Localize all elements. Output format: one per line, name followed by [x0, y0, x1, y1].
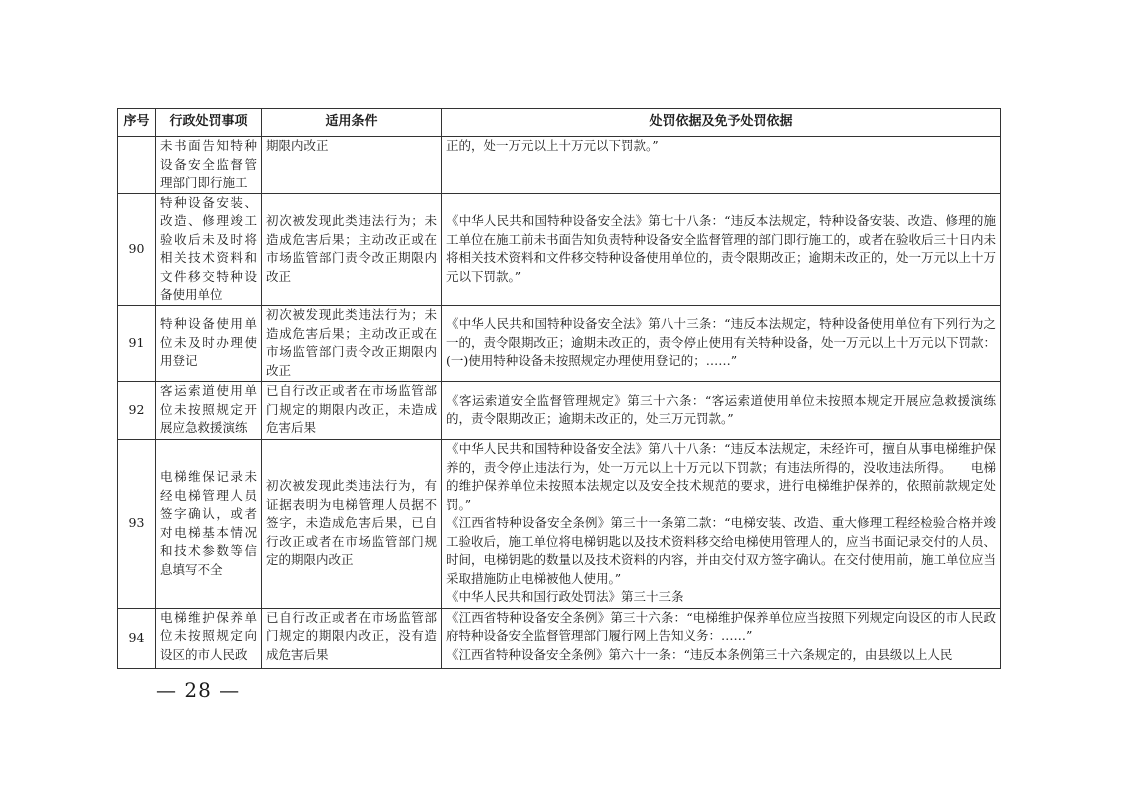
row-basis	[442, 439, 1001, 608]
row-basis	[442, 381, 1001, 439]
row-item: 电梯维护保养单位未按照规定向设区的市人民政	[156, 608, 262, 668]
basis-paragraph: 《江西省特种设备安全条例》第三十六条：“电梯维护保养单位应当按照下列规定向设区的市人民政府特种设备安全监督管理部门履行网上告知义务：……”	[446, 609, 996, 643]
basis-paragraph: 正的，处一万元以上十万元以下罚款。”	[446, 138, 659, 153]
row-item: 特种设备安装、改造、修理竣工验收后未及时将相关技术资料和文件移交特种设备使用单位	[156, 193, 262, 305]
page-number: — 28 —	[156, 678, 241, 702]
table-row	[118, 608, 1001, 668]
row-condition: 已自行改正或者在市场监管部门规定的期限内改正，未造成危害后果	[262, 381, 442, 439]
row-item: 客运索道使用单位未按照规定开展应急救援演练	[156, 381, 262, 439]
basis-paragraph: 《中华人民共和国行政处罚法》第三十三条	[446, 589, 684, 605]
row-condition: 初次被发现此类违法行为；未造成危害后果；主动改正或在市场监管部门责令改正期限内改正	[262, 193, 442, 305]
basis-paragraph: 《中华人民共和国特种设备安全法》第七十八条：“违反本法规定，特种设备安装、改造、修理的施工单位在施工前未书面告知负责特种设备安全监督管理的部门即行施工的，或者在验收后三十日内未将相关技术资料和文件移交特种设备使用单位的，责令限期改正；逾期未改正的，处一万元以上十万元以下罚款。”	[446, 213, 997, 284]
table-row	[118, 439, 1001, 608]
row-seq: 94	[118, 608, 156, 668]
header-condition: 适用条件	[262, 109, 442, 137]
header-basis: 处罚依据及免予处罚依据	[442, 109, 1001, 137]
row-basis	[442, 305, 1001, 381]
table-row	[118, 137, 1001, 194]
table-row	[118, 193, 1001, 305]
basis-paragraph: 《江西省特种设备安全条例》第六十一条：“违反本条例第三十六条规定的，由县级以上人民	[446, 646, 953, 662]
basis-paragraph: 《中华人民共和国特种设备安全法》第八十八条：“违反本法规定，未经许可，擅自从事电梯维护保养的，责令停止违法行为，处一万元以上十万元以下罚款；有违法所得的，没收违法所得。 电梯的维护保养单位未按照本法规定以及安全技术规范的要求，进行电梯维护保养的，依照前款规定处罚。”	[446, 441, 996, 512]
row-condition: 期限内改正	[262, 137, 442, 194]
basis-paragraph: 《客运索道安全监督管理规定》第三十六条：“客运索道使用单位未按照本规定开展应急救援演练的，责令限期改正；逾期未改正的，处三万元罚款。”	[446, 392, 996, 426]
basis-paragraph: 《江西省特种设备安全条例》第三十一条第二款：“电梯安装、改造、重大修理工程经检验合格并竣工验收后，施工单位将电梯钥匙以及技术资料移交给电梯使用管理人的，应当书面记录交付的人员、时间，电梯钥匙的数量以及技术资料的内容，并由交付双方签字确认。在交付使用前，施工单位应当采取措施防止电梯被他人使用。”	[446, 515, 997, 586]
header-seq: 序号	[118, 109, 156, 137]
row-seq: 90	[118, 193, 156, 305]
penalty-table	[117, 108, 1001, 669]
row-item: 未书面告知特种设备安全监督管理部门即行施工	[156, 137, 262, 194]
header-item: 行政处罚事项	[156, 109, 262, 137]
row-seq	[118, 137, 156, 194]
row-basis	[442, 608, 1001, 668]
row-seq: 93	[118, 439, 156, 608]
row-seq: 91	[118, 305, 156, 381]
table-header-row	[118, 109, 1001, 137]
row-item: 电梯维保记录未经电梯管理人员签字确认，或者对电梯基本情况和技术参数等信息填写不全	[156, 439, 262, 608]
table-row	[118, 305, 1001, 381]
row-seq: 92	[118, 381, 156, 439]
basis-paragraph: 《中华人民共和国特种设备安全法》第八十三条：“违反本法规定，特种设备使用单位有下列行为之一的，责令限期改正；逾期未改正的，责令停止使用有关特种设备，处一万元以上十万元以下罚款：(一)使用特种设备未按照规定办理使用登记的；……”	[446, 316, 997, 369]
table-row	[118, 381, 1001, 439]
row-item: 特种设备使用单位未及时办理使用登记	[156, 305, 262, 381]
row-condition: 初次被发现此类违法行为；未造成危害后果；主动改正或在市场监管部门责令改正期限内改正	[262, 305, 442, 381]
row-condition: 初次被发现此类违法行为，有证据表明为电梯管理人员据不签字，未造成危害后果，已自行改正或者在市场监管部门规定的期限内改正	[262, 439, 442, 608]
row-basis	[442, 193, 1001, 305]
row-condition: 已自行改正或者在市场监管部门规定的期限内改正，没有造成危害后果	[262, 608, 442, 668]
row-basis	[442, 137, 1001, 194]
